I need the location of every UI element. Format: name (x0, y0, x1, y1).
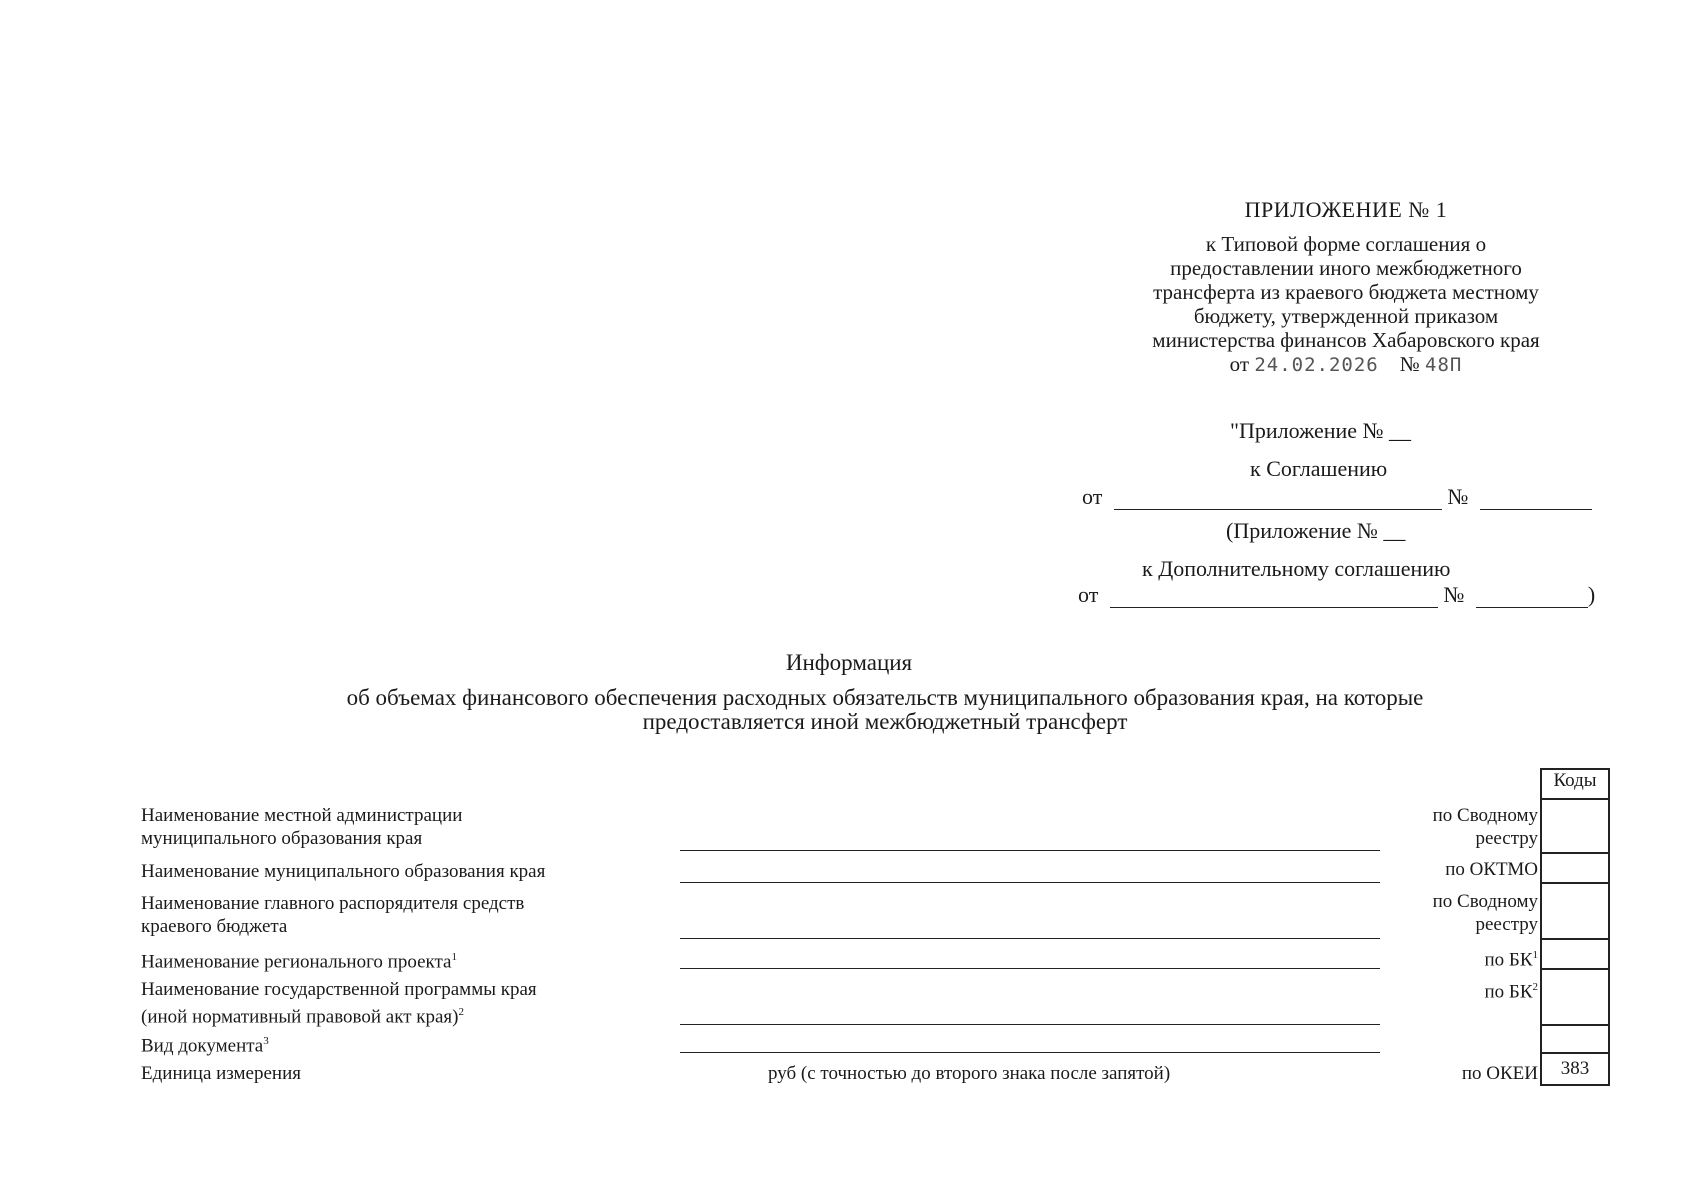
handwritten-date: 24.02.2026 (1254, 354, 1379, 376)
row-local-admin-label-2: муниципального образования края (141, 828, 423, 849)
additional-num-label: № (1443, 582, 1465, 607)
row-document-type-label (141, 1030, 269, 1057)
row-regional-project-field[interactable] (680, 968, 1380, 969)
svodny-label-2: реестру (1475, 828, 1538, 849)
bk-footnote-2: 2 (1532, 981, 1538, 993)
bk-label-2: по БК (1484, 981, 1533, 1003)
additional-agreement-line: к Дополнительному соглашению (1142, 556, 1451, 581)
closing-paren: ) (1587, 582, 1596, 607)
footnote-2-mark: 2 (458, 1006, 464, 1018)
agreement-date-field[interactable] (1114, 487, 1442, 510)
agreement-line: к Соглашению (1250, 456, 1388, 481)
code-cell-bk-2[interactable] (1542, 970, 1608, 1026)
appendix-line-2: предоставлении иного межбюджетного (1170, 256, 1522, 280)
row-state-program-field[interactable] (680, 1024, 1380, 1025)
row-municipality-label: Наименование муниципального образования края (141, 861, 546, 882)
row-local-admin-label (141, 804, 462, 850)
agreement-num-label: № (1447, 484, 1469, 509)
document-subtitle (195, 686, 1575, 734)
code-cell-okei[interactable]: 383 (1542, 1054, 1608, 1086)
row-unit-value: руб (с точностью до второго знака после запятой) (768, 1063, 1171, 1084)
row-state-program-label (141, 978, 537, 1028)
appendix-header (1070, 198, 1622, 377)
row-local-admin-code-label (1378, 804, 1538, 850)
row-regional-project-code-label (1378, 944, 1538, 971)
document-title: Информация (785, 650, 913, 675)
row-municipality-field[interactable] (680, 882, 1380, 883)
row-chief-manager-code-label (1378, 890, 1538, 936)
appendix-title: ПРИЛОЖЕНИЕ № 1 (1244, 197, 1448, 222)
agreement-number-field[interactable] (1480, 487, 1592, 510)
agreement-date-row (1082, 484, 1592, 510)
code-cell-doc-type[interactable] (1542, 1026, 1608, 1054)
appendix-line-3: трансферта из краевого бюджета местному (1153, 280, 1539, 304)
date-prefix: от (1229, 352, 1250, 376)
additional-from-label: от (1078, 582, 1099, 607)
row-state-program-code-label (1378, 976, 1538, 1003)
row-document-type-text: Вид документа (141, 1035, 264, 1057)
row-chief-manager-label-2: краевого бюджета (141, 916, 288, 937)
row-chief-manager-field[interactable] (680, 938, 1380, 939)
row-state-program-label-2: (иной нормативный правовой акт края) (141, 1006, 459, 1028)
additional-date-row (1078, 582, 1595, 608)
appendix-date-line (1070, 352, 1622, 377)
additional-date-field[interactable] (1110, 585, 1438, 608)
bk-label-1: по БК (1484, 949, 1533, 971)
row-unit-code-label: по ОКЕИ (1461, 1063, 1538, 1084)
agreement-appendix-line: "Приложение № __ (1230, 418, 1412, 443)
row-state-program-label-1: Наименование государственной программы края (141, 979, 537, 1000)
appendix-line-5: министерства финансов Хабаровского края (1152, 328, 1540, 352)
row-municipality-code-label: по ОКТМО (1445, 859, 1538, 880)
appendix-line-1: к Типовой форме соглашения о (1205, 232, 1487, 256)
svodny-label-3: по Сводному (1432, 891, 1538, 912)
row-local-admin-field[interactable] (680, 850, 1380, 851)
row-document-type-field[interactable] (680, 1052, 1380, 1053)
codes-column (1540, 768, 1610, 1086)
code-cell-svodny-2[interactable] (1542, 884, 1608, 940)
row-chief-manager-label (141, 892, 524, 938)
codes-header: Коды (1542, 770, 1608, 800)
row-local-admin-label-1: Наименование местной администрации (141, 805, 463, 826)
code-cell-bk-1[interactable] (1542, 940, 1608, 970)
row-chief-manager-label-1: Наименование главного распорядителя средств (141, 893, 525, 914)
row-unit-label: Единица измерения (141, 1063, 301, 1084)
bk-footnote-1: 1 (1532, 949, 1538, 961)
code-cell-svodny-1[interactable] (1542, 800, 1608, 854)
appendix-line-4: бюджету, утвержденной приказом (1193, 304, 1499, 328)
additional-number-field[interactable] (1476, 585, 1588, 608)
handwritten-number: 48П (1425, 354, 1463, 376)
agreement-from-label: от (1082, 484, 1103, 509)
footnote-3-mark: 3 (263, 1035, 269, 1047)
code-cell-oktmo[interactable] (1542, 854, 1608, 884)
additional-appendix-line: (Приложение № __ (1226, 518, 1406, 543)
subtitle-line-1: об объемах финансового обеспечения расходных обязательств муниципального образования края, на которые (346, 685, 1424, 710)
subtitle-line-2: предоставляется иной межбюджетный трансферт (642, 709, 1128, 734)
row-regional-project-text: Наименование регионального проекта (141, 951, 452, 973)
row-regional-project-label (141, 946, 457, 973)
svodny-label-4: реестру (1475, 914, 1538, 935)
number-prefix: № (1399, 352, 1420, 376)
svodny-label-1: по Сводному (1432, 805, 1538, 826)
footnote-1-mark: 1 (451, 951, 457, 963)
